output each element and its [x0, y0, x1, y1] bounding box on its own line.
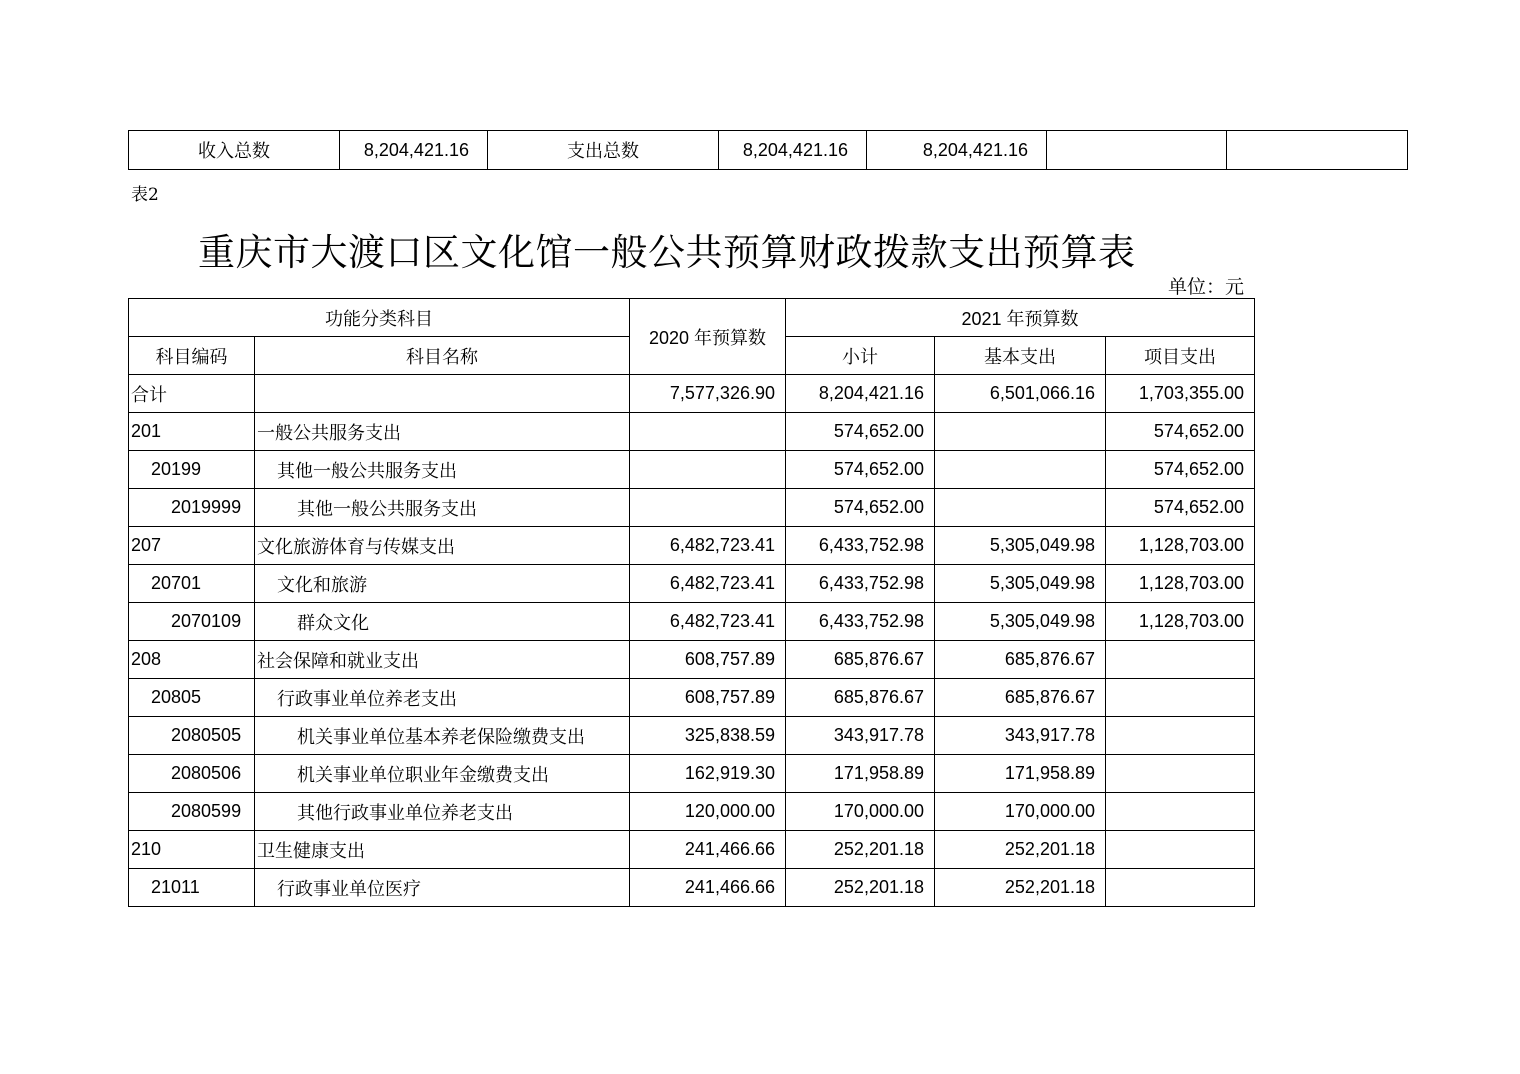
- row-name: 社会保障和就业支出: [255, 641, 630, 679]
- row-budget-2020: 6,482,723.41: [630, 565, 786, 603]
- row-budget-2020: [630, 413, 786, 451]
- header-basic: 基本支出: [935, 337, 1106, 375]
- table-row: [129, 489, 1255, 527]
- row-basic: 5,305,049.98: [935, 527, 1106, 565]
- row-name: 机关事业单位职业年金缴费支出: [255, 755, 630, 793]
- row-subtotal: 574,652.00: [786, 451, 935, 489]
- row-code: 210: [129, 831, 255, 869]
- row-subtotal: 252,201.18: [786, 831, 935, 869]
- header-subtotal: 小计: [786, 337, 935, 375]
- row-basic: 343,917.78: [935, 717, 1106, 755]
- unit-label: 单位：元: [1168, 276, 1245, 298]
- row-budget-2020: 6,482,723.41: [630, 527, 786, 565]
- row-basic: 252,201.18: [935, 831, 1106, 869]
- row-budget-2020: [630, 489, 786, 527]
- row-subtotal: 6,433,752.98: [786, 565, 935, 603]
- table-row: [129, 527, 1255, 565]
- table-row: [129, 641, 1255, 679]
- row-basic: 685,876.67: [935, 641, 1106, 679]
- row-budget-2020: 7,577,326.90: [630, 375, 786, 413]
- header-row-1: [129, 299, 1255, 337]
- row-name: 其他一般公共服务支出: [255, 489, 630, 527]
- header-project: 项目支出: [1106, 337, 1255, 375]
- summary-table: [128, 130, 1408, 170]
- row-budget-2020: 241,466.66: [630, 831, 786, 869]
- row-name: 机关事业单位基本养老保险缴费支出: [255, 717, 630, 755]
- income-label: 收入总数: [129, 131, 340, 170]
- row-code: 合计: [129, 375, 255, 413]
- row-subtotal: 8,204,421.16: [786, 375, 935, 413]
- row-subtotal: 343,917.78: [786, 717, 935, 755]
- row-basic: 685,876.67: [935, 679, 1106, 717]
- row-code: 2080506: [129, 755, 255, 793]
- row-project: 574,652.00: [1106, 489, 1255, 527]
- row-subtotal: 170,000.00: [786, 793, 935, 831]
- expense-total: 8,204,421.16: [719, 131, 867, 170]
- table-row: [129, 451, 1255, 489]
- table-row: [129, 603, 1255, 641]
- row-project: [1106, 755, 1255, 793]
- row-project: [1106, 717, 1255, 755]
- row-code: 208: [129, 641, 255, 679]
- row-project: [1106, 793, 1255, 831]
- row-code: 2070109: [129, 603, 255, 641]
- header-budget-2020: 2020 年预算数: [630, 299, 786, 375]
- row-basic: 6,501,066.16: [935, 375, 1106, 413]
- row-basic: [935, 451, 1106, 489]
- table-row: [129, 869, 1255, 907]
- table-number: 表2: [131, 185, 159, 205]
- row-subtotal: 685,876.67: [786, 679, 935, 717]
- row-subtotal: 252,201.18: [786, 869, 935, 907]
- row-name: 卫生健康支出: [255, 831, 630, 869]
- table-row: [129, 375, 1255, 413]
- table-row: [129, 413, 1255, 451]
- expense-total-alt: 8,204,421.16: [867, 131, 1047, 170]
- row-budget-2020: 608,757.89: [630, 679, 786, 717]
- row-budget-2020: 162,919.30: [630, 755, 786, 793]
- row-code: 201: [129, 413, 255, 451]
- row-budget-2020: 241,466.66: [630, 869, 786, 907]
- table-row: [129, 679, 1255, 717]
- row-subtotal: 6,433,752.98: [786, 603, 935, 641]
- table-row: [129, 565, 1255, 603]
- row-project: 574,652.00: [1106, 413, 1255, 451]
- header-budget-2021: 2021 年预算数: [786, 299, 1255, 337]
- row-project: [1106, 641, 1255, 679]
- row-basic: [935, 413, 1106, 451]
- row-code: 2019999: [129, 489, 255, 527]
- row-project: [1106, 679, 1255, 717]
- budget-table: [128, 298, 1255, 907]
- expense-label: 支出总数: [488, 131, 719, 170]
- row-name: 其他行政事业单位养老支出: [255, 793, 630, 831]
- row-subtotal: 6,433,752.98: [786, 527, 935, 565]
- row-budget-2020: [630, 451, 786, 489]
- row-code: 20701: [129, 565, 255, 603]
- row-name: 一般公共服务支出: [255, 413, 630, 451]
- summary-blank-cell: [1047, 131, 1227, 170]
- row-code: 20199: [129, 451, 255, 489]
- row-code: 207: [129, 527, 255, 565]
- row-budget-2020: 325,838.59: [630, 717, 786, 755]
- row-subtotal: 574,652.00: [786, 489, 935, 527]
- row-name: 文化和旅游: [255, 565, 630, 603]
- table-row: [129, 717, 1255, 755]
- row-name: 群众文化: [255, 603, 630, 641]
- row-project: [1106, 869, 1255, 907]
- row-budget-2020: 120,000.00: [630, 793, 786, 831]
- row-name: 其他一般公共服务支出: [255, 451, 630, 489]
- row-code: 2080599: [129, 793, 255, 831]
- row-basic: 5,305,049.98: [935, 565, 1106, 603]
- table-row: [129, 793, 1255, 831]
- row-code: 2080505: [129, 717, 255, 755]
- row-name: 行政事业单位养老支出: [255, 679, 630, 717]
- table-row: [129, 831, 1255, 869]
- table-row: [129, 755, 1255, 793]
- row-project: 574,652.00: [1106, 451, 1255, 489]
- row-code: 21011: [129, 869, 255, 907]
- row-project: 1,128,703.00: [1106, 603, 1255, 641]
- row-project: 1,703,355.00: [1106, 375, 1255, 413]
- row-basic: 5,305,049.98: [935, 603, 1106, 641]
- row-code: 20805: [129, 679, 255, 717]
- summary-row: [129, 131, 1408, 170]
- row-project: 1,128,703.00: [1106, 527, 1255, 565]
- row-budget-2020: 608,757.89: [630, 641, 786, 679]
- row-subtotal: 171,958.89: [786, 755, 935, 793]
- row-name: 行政事业单位医疗: [255, 869, 630, 907]
- summary-blank-cell: [1227, 131, 1408, 170]
- row-basic: [935, 489, 1106, 527]
- row-subtotal: 685,876.67: [786, 641, 935, 679]
- row-basic: 252,201.18: [935, 869, 1106, 907]
- header-name: 科目名称: [255, 337, 630, 375]
- row-basic: 171,958.89: [935, 755, 1106, 793]
- row-subtotal: 574,652.00: [786, 413, 935, 451]
- row-name: 文化旅游体育与传媒支出: [255, 527, 630, 565]
- header-functional-category: 功能分类科目: [129, 299, 630, 337]
- row-budget-2020: 6,482,723.41: [630, 603, 786, 641]
- row-basic: 170,000.00: [935, 793, 1106, 831]
- row-name: [255, 375, 630, 413]
- row-project: [1106, 831, 1255, 869]
- header-code: 科目编码: [129, 337, 255, 375]
- page-title: 重庆市大渡口区文化馆一般公共预算财政拨款支出预算表: [198, 231, 1136, 274]
- row-project: 1,128,703.00: [1106, 565, 1255, 603]
- income-total: 8,204,421.16: [340, 131, 488, 170]
